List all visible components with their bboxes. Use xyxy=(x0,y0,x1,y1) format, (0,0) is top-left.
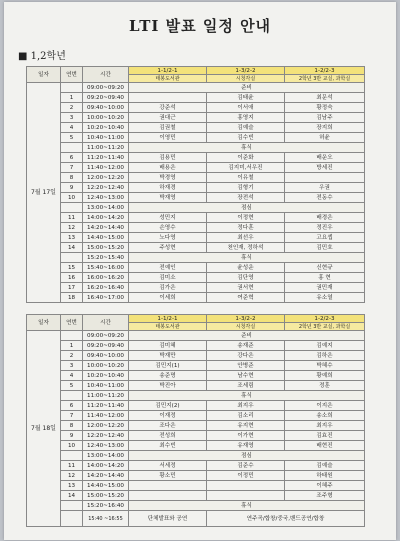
order-cell: 6 xyxy=(61,153,83,163)
presenter-cell xyxy=(207,481,285,491)
order-cell: 2 xyxy=(61,103,83,113)
time-cell: 09:00~09:20 xyxy=(83,83,129,93)
table-row xyxy=(27,93,365,103)
presenter-cell: 이세희 xyxy=(129,293,207,303)
presenter-cell: 서세정 xyxy=(129,461,207,471)
presenter-cell: 송재준 xyxy=(207,341,285,351)
table-row xyxy=(27,163,365,173)
presenter-cell: 김민지(1) xyxy=(129,361,207,371)
section-heading: ■ 1,2학년 xyxy=(18,51,66,62)
time-cell: 14:20~14:40 xyxy=(83,471,129,481)
order-cell: 11 xyxy=(61,461,83,471)
table-row xyxy=(27,361,365,371)
time-cell: 16:20~16:40 xyxy=(83,283,129,293)
presenter-cell: 이정현 xyxy=(207,213,285,223)
presenter-cell: 송소희 xyxy=(285,411,365,421)
time-cell: 12:20~12:40 xyxy=(83,431,129,441)
order-cell xyxy=(61,391,83,401)
order-cell: 13 xyxy=(61,233,83,243)
presenter-cell: 이재정 xyxy=(129,411,207,421)
time-cell: 13:00~14:00 xyxy=(83,451,129,461)
presenter-cell: 조주형 xyxy=(285,491,365,501)
presenter-cell: 배용은 xyxy=(129,163,207,173)
time-cell: 16:40~17:00 xyxy=(83,293,129,303)
table-row xyxy=(27,491,365,501)
table-row xyxy=(27,83,365,93)
presenter-cell: 박경영 xyxy=(129,173,207,183)
presenter-cell: 박혜수 xyxy=(285,361,365,371)
time-cell: 11:20~11:40 xyxy=(83,153,129,163)
table-row xyxy=(27,203,365,213)
table-row xyxy=(27,213,365,223)
presenter-cell: 성민지 xyxy=(129,213,207,223)
time-cell: 16:00~16:20 xyxy=(83,273,129,283)
presenter-cell: 김미소 xyxy=(129,273,207,283)
presenter-cell: 여준혁 xyxy=(207,293,285,303)
order-cell: 8 xyxy=(61,421,83,431)
time-cell: 12:20~12:40 xyxy=(83,183,129,193)
header-date: 일자 xyxy=(27,67,61,83)
table-row xyxy=(27,341,365,351)
presenter-cell: 김하은 xyxy=(285,351,365,361)
presenter-cell: 김소리 xyxy=(207,411,285,421)
table-row xyxy=(27,273,365,283)
presenter-cell: 전예인 xyxy=(129,263,207,273)
presenter-cell: 김지미,서우진 xyxy=(207,163,285,173)
presenter-cell: 이준화 xyxy=(207,153,285,163)
header-date: 일자 xyxy=(27,315,61,331)
presenter-cell: 주성현 xyxy=(129,243,207,253)
presenter-cell: 권민재 xyxy=(285,283,365,293)
presenter-cell: 배운오 xyxy=(285,153,365,163)
presenter-cell: 전동수 xyxy=(285,193,365,203)
header-time: 시간 xyxy=(83,67,129,83)
break-cell: 준비 xyxy=(129,83,365,93)
header-row xyxy=(27,67,365,75)
order-cell: 2 xyxy=(61,351,83,361)
break-cell: 휴식 xyxy=(129,391,365,401)
order-cell: 8 xyxy=(61,173,83,183)
header-row xyxy=(27,315,365,323)
time-cell: 10:40~11:00 xyxy=(83,133,129,143)
presenter-cell: 이서애 xyxy=(207,103,285,113)
room-name: 태봉도서관 xyxy=(129,75,207,83)
presenter-cell: 최지우 xyxy=(285,421,365,431)
presenter-cell: 정진우 xyxy=(285,223,365,233)
table-row xyxy=(27,431,365,441)
presenter-cell: 배현진 xyxy=(285,441,365,451)
time-cell: 10:20~10:40 xyxy=(83,371,129,381)
order-cell: 3 xyxy=(61,113,83,123)
presenter-cell: 김단영 xyxy=(207,273,285,283)
table-row xyxy=(27,173,365,183)
presenter-cell: 김형기 xyxy=(207,183,285,193)
time-cell: 09:40~10:00 xyxy=(83,351,129,361)
presenter-cell: 유지현 xyxy=(207,421,285,431)
room-name: 시청각실 xyxy=(207,323,285,331)
presenter-cell: 최문석 xyxy=(285,93,365,103)
order-cell: 12 xyxy=(61,223,83,233)
table-row xyxy=(27,133,365,143)
presenter-cell: 유소열 xyxy=(285,293,365,303)
time-cell: 12:00~12:20 xyxy=(83,173,129,183)
time-cell: 11:00~11:20 xyxy=(83,143,129,153)
table-row xyxy=(27,233,365,243)
table-row xyxy=(27,113,365,123)
table-row xyxy=(27,263,365,273)
order-cell: 5 xyxy=(61,133,83,143)
time-cell: 14:40~15:00 xyxy=(83,481,129,491)
table-row xyxy=(27,351,365,361)
presenter-cell: 노다영 xyxy=(129,233,207,243)
day2-table xyxy=(26,314,365,527)
presenter-cell: 고요셉 xyxy=(285,233,365,243)
table-row xyxy=(27,461,365,471)
order-cell: 14 xyxy=(61,491,83,501)
table-row xyxy=(27,103,365,113)
table-row xyxy=(27,193,365,203)
presenter-cell: 최선우 xyxy=(207,233,285,243)
room-code: 1-1/2-1 xyxy=(129,67,207,75)
order-cell xyxy=(61,331,83,341)
presenter-cell: 김예슬 xyxy=(285,461,365,471)
presenter-cell: 김남주 xyxy=(285,113,365,123)
table-row xyxy=(27,441,365,451)
room-code: 1-2/2-3 xyxy=(285,67,365,75)
order-cell xyxy=(61,501,83,511)
presenter-cell: 최지우 xyxy=(207,401,285,411)
presenter-cell: 장지희 xyxy=(285,123,365,133)
order-cell: 14 xyxy=(61,243,83,253)
presenter-cell: 윤성운 xyxy=(207,263,285,273)
time-cell: 09:20~09:40 xyxy=(83,93,129,103)
time-cell: 11:40~12:00 xyxy=(83,163,129,173)
order-cell: 11 xyxy=(61,213,83,223)
room-name: 2학년 3반 교실, 과학실 xyxy=(285,323,365,331)
time-cell: 10:40~11:00 xyxy=(83,381,129,391)
time-cell: 09:20~09:40 xyxy=(83,341,129,351)
table-row xyxy=(27,183,365,193)
header-time: 시간 xyxy=(83,315,129,331)
table-row xyxy=(27,331,365,341)
presenter-cell: 허윤 xyxy=(285,133,365,143)
order-cell: 13 xyxy=(61,481,83,491)
order-cell xyxy=(61,83,83,93)
presenter-cell xyxy=(207,491,285,501)
time-cell: 15:00~15:20 xyxy=(83,491,129,501)
presenter-cell: 황정숙 xyxy=(285,103,365,113)
order-cell: 17 xyxy=(61,283,83,293)
presenter-cell: 정훈 xyxy=(285,381,365,391)
table-row xyxy=(27,123,365,133)
time-cell: 09:40~10:00 xyxy=(83,103,129,113)
time-cell: 11:00~11:20 xyxy=(83,391,129,401)
table-row xyxy=(27,371,365,381)
presenter-cell: 정다훈 xyxy=(207,223,285,233)
time-cell: 14:00~14:20 xyxy=(83,461,129,471)
presenter-cell: 송준명 xyxy=(129,371,207,381)
presenter-cell: 김수빈 xyxy=(207,133,285,143)
presenter-cell xyxy=(129,491,207,501)
presenter-cell: 강준석 xyxy=(129,103,207,113)
room-code: 1-1/2-1 xyxy=(129,315,207,323)
presenter-cell: 박진아 xyxy=(129,381,207,391)
presenter-cell: 조다은 xyxy=(129,421,207,431)
order-cell: 1 xyxy=(61,341,83,351)
date-cell: 7월 17일 xyxy=(27,83,61,303)
presenter-cell: 황예희 xyxy=(285,371,365,381)
time-cell: 12:00~12:20 xyxy=(83,421,129,431)
table-row xyxy=(27,143,365,153)
presenter-cell xyxy=(129,93,207,103)
presenter-cell: 권대근 xyxy=(129,113,207,123)
date-cell: 7월 18일 xyxy=(27,331,61,527)
order-cell xyxy=(61,143,83,153)
time-cell: 14:00~14:20 xyxy=(83,213,129,223)
time-cell: 14:40~15:00 xyxy=(83,233,129,243)
presenter-cell: 유재영 xyxy=(207,441,285,451)
presenter-cell: 김민호 xyxy=(285,243,365,253)
header-order: 연번 xyxy=(61,315,83,331)
order-cell: 12 xyxy=(61,471,83,481)
break-cell: 휴식 xyxy=(129,253,365,263)
day1-table xyxy=(26,66,365,303)
time-cell: 09:00~09:20 xyxy=(83,331,129,341)
presenter-cell: 황소민 xyxy=(129,471,207,481)
section-label: 1,2학년 xyxy=(30,51,66,62)
presenter-cell: 하태원 xyxy=(285,471,365,481)
time-cell: 11:20~11:40 xyxy=(83,401,129,411)
presenter-cell: 이정민 xyxy=(207,471,285,481)
schedule-sheet xyxy=(4,2,396,540)
presenter-cell: 최수빈 xyxy=(129,441,207,451)
table-row xyxy=(27,283,365,293)
presenter-cell: 이영민 xyxy=(129,133,207,143)
time-cell: 10:00~10:20 xyxy=(83,361,129,371)
presenter-cell: 김예슬 xyxy=(207,123,285,133)
break-cell: 준비 xyxy=(129,331,365,341)
table-row xyxy=(27,391,365,401)
presenter-cell: 홍영지 xyxy=(207,113,285,123)
order-cell: 9 xyxy=(61,183,83,193)
table-row xyxy=(27,451,365,461)
order-cell: 7 xyxy=(61,411,83,421)
order-cell: 10 xyxy=(61,441,83,451)
order-cell xyxy=(61,511,83,527)
time-cell: 15:40 ~16:55 xyxy=(83,511,129,527)
table-row xyxy=(27,411,365,421)
presenter-cell: 김가은 xyxy=(129,283,207,293)
table-row xyxy=(27,153,365,163)
presenter-cell: 김미혜 xyxy=(129,341,207,351)
room-name: 2학년 3반 교실, 과학실 xyxy=(285,75,365,83)
time-cell: 12:40~13:00 xyxy=(83,441,129,451)
table-row xyxy=(27,421,365,431)
presenter-cell: 이지은 xyxy=(285,401,365,411)
presenter-cell: 김준수 xyxy=(207,461,285,471)
time-cell: 15:00~15:20 xyxy=(83,243,129,253)
presenter-cell: 박재만 xyxy=(129,351,207,361)
presenter-cell: 신현규 xyxy=(285,263,365,273)
performance-cell: 연주곡/합창/중국,밴드공연/합창 xyxy=(207,511,365,527)
room-code: 1-3/2-2 xyxy=(207,67,285,75)
time-cell: 11:40~12:00 xyxy=(83,411,129,421)
presenter-cell: 이가현 xyxy=(207,431,285,441)
time-cell: 12:40~13:00 xyxy=(83,193,129,203)
room-name: 태봉도서관 xyxy=(129,323,207,331)
presenter-cell: 안병준 xyxy=(207,361,285,371)
presenter-cell: 하재경 xyxy=(129,183,207,193)
presenter-cell: 이혜주 xyxy=(285,481,365,491)
presenter-cell: 박재영 xyxy=(129,193,207,203)
presenter-cell: 장전석 xyxy=(207,193,285,203)
presenter-cell: 조세림 xyxy=(207,381,285,391)
time-cell: 10:00~10:20 xyxy=(83,113,129,123)
table-row xyxy=(27,293,365,303)
table-row xyxy=(27,243,365,253)
order-cell: 3 xyxy=(61,361,83,371)
order-cell xyxy=(61,253,83,263)
presenter-cell: 배경은 xyxy=(285,213,365,223)
order-cell: 10 xyxy=(61,193,83,203)
order-cell: 6 xyxy=(61,401,83,411)
time-cell: 10:20~10:40 xyxy=(83,123,129,133)
table-row xyxy=(27,253,365,263)
table-row xyxy=(27,223,365,233)
order-cell: 7 xyxy=(61,163,83,173)
presenter-cell: 김용민 xyxy=(129,153,207,163)
presenter-cell xyxy=(285,173,365,183)
time-cell: 15:20~16:40 xyxy=(83,501,129,511)
order-cell: 5 xyxy=(61,381,83,391)
presenter-cell: 김효진 xyxy=(285,431,365,441)
table-row xyxy=(27,511,365,527)
room-name: 시청각실 xyxy=(207,75,285,83)
presenter-cell: 홍 현 xyxy=(285,273,365,283)
page-title: LTI 발표 일정 안내 xyxy=(128,17,272,35)
order-cell xyxy=(61,451,83,461)
presenter-cell: 방세진 xyxy=(285,163,365,173)
time-cell: 15:20~15:40 xyxy=(83,253,129,263)
order-cell xyxy=(61,203,83,213)
order-cell: 4 xyxy=(61,371,83,381)
presenter-cell: 권서현 xyxy=(207,283,285,293)
table-row xyxy=(27,501,365,511)
performance-cell: 단체발표와 공연 xyxy=(129,511,207,527)
order-cell: 15 xyxy=(61,263,83,273)
presenter-cell: 이유철 xyxy=(207,173,285,183)
time-cell: 15:40~16:00 xyxy=(83,263,129,273)
order-cell: 18 xyxy=(61,293,83,303)
presenter-cell: 김태윤 xyxy=(207,93,285,103)
presenter-cell: 김예지 xyxy=(285,341,365,351)
presenter-cell: 천인재, 정하석 xyxy=(207,243,285,253)
time-cell: 13:00~14:00 xyxy=(83,203,129,213)
presenter-cell: 김민지(2) xyxy=(129,401,207,411)
room-code: 1-3/2-2 xyxy=(207,315,285,323)
order-cell: 9 xyxy=(61,431,83,441)
break-cell: 점심 xyxy=(129,451,365,461)
order-cell: 4 xyxy=(61,123,83,133)
time-cell: 14:20~14:40 xyxy=(83,223,129,233)
table-row xyxy=(27,471,365,481)
break-cell: 휴식 xyxy=(129,143,365,153)
header-order: 연번 xyxy=(61,67,83,83)
table-row xyxy=(27,401,365,411)
presenter-cell: 남수현 xyxy=(207,371,285,381)
room-code: 1-2/2-3 xyxy=(285,315,365,323)
order-cell: 1 xyxy=(61,93,83,103)
presenter-cell: 전성희 xyxy=(129,431,207,441)
presenter-cell: 김권철 xyxy=(129,123,207,133)
break-cell: 휴식 xyxy=(129,501,365,511)
order-cell: 16 xyxy=(61,273,83,283)
presenter-cell: 우권 xyxy=(285,183,365,193)
break-cell: 점심 xyxy=(129,203,365,213)
presenter-cell xyxy=(129,481,207,491)
presenter-cell: 강다은 xyxy=(207,351,285,361)
presenter-cell: 손영수 xyxy=(129,223,207,233)
table-row xyxy=(27,481,365,491)
table-row xyxy=(27,381,365,391)
